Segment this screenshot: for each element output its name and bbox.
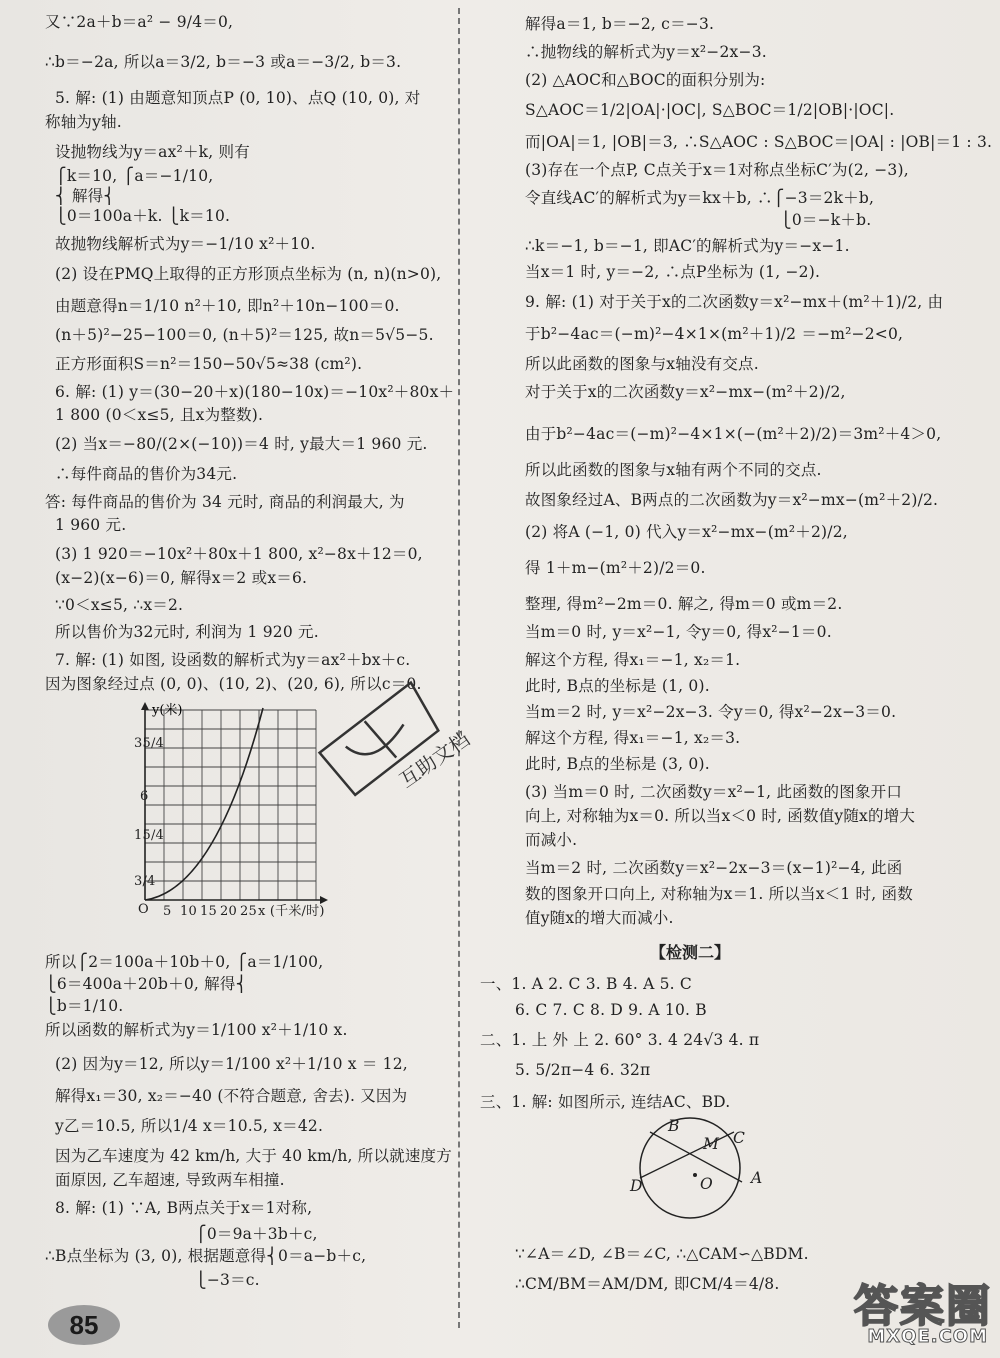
- text-line: ⎩−3＝c.: [195, 1271, 260, 1289]
- stamp-text: 互助文档: [394, 726, 475, 793]
- text-line: (2) 将A (−1, 0) 代入y＝x²−mx−(m²＋2)/2,: [525, 523, 848, 541]
- point-label-d: D: [630, 1177, 643, 1195]
- text-line: 此时, B点的坐标是 (1, 0).: [525, 677, 710, 695]
- text-line: 因为乙车速度为 42 km/h, 大于 40 km/h, 所以就速度方: [55, 1147, 452, 1165]
- text-line: 所以函数的解析式为y＝1/100 x²＋1/10 x.: [45, 1021, 348, 1039]
- y-axis-label: y(米): [152, 703, 183, 718]
- text-line: ∴B点坐标为 (3, 0), 根据题意得⎨0＝a−b＋c,: [45, 1247, 367, 1265]
- text-line: ∴b＝−2a, 所以a＝3/2, b＝−3 或a＝−3/2, b＝3.: [45, 53, 402, 71]
- text-line: 得 1＋m−(m²＋2)/2＝0.: [525, 559, 706, 577]
- page-number-badge: [48, 1305, 120, 1345]
- text-line: 所以此函数的图象与x轴没有交点.: [525, 355, 759, 373]
- text-line: ∴每件商品的售价为34元.: [55, 465, 238, 483]
- text-line: ⎨ 解得⎨: [55, 187, 116, 205]
- x-tick: 10: [180, 904, 197, 919]
- text-line: 二、1. 上 外 上 2. 60° 3. 4 24√3 4. π: [480, 1031, 760, 1049]
- watermark-main: 答案圈: [854, 1281, 992, 1332]
- text-line: 5. 解: (1) 由题意知顶点P (0, 10)、点Q (10, 0), 对: [55, 89, 421, 107]
- text-line: 而减小.: [525, 831, 578, 849]
- watermark: [782, 1270, 992, 1350]
- chord-bd: [640, 1132, 734, 1178]
- text-line: 数的图象开口向上, 对称轴为x＝1. 所以当x＜1 时, 函数: [525, 885, 913, 903]
- text-line: (n＋5)²−25−100＝0, (n＋5)²＝125, 故n＝5√5−5.: [55, 326, 434, 344]
- text-line: ⎧k＝10, ⎧a＝−1/10,: [55, 167, 214, 185]
- x-tick: O: [138, 902, 149, 917]
- text-line: 6. 解: (1) y＝(30−20＋x)(180−10x)＝−10x²＋80x＋: [55, 383, 455, 401]
- x-axis-label: x (千米/时): [258, 904, 325, 919]
- text-line: 解这个方程, 得x₁＝−1, x₂＝3.: [525, 729, 741, 747]
- text-line: 值y随x的增大而减小.: [525, 909, 674, 927]
- text-line: 令直线AC′的解析式为y＝kx＋b, ∴⎧−3＝2k＋b,: [525, 189, 875, 207]
- text-line: (3) 当m＝0 时, 二次函数y＝x²−1, 此函数的图象开口: [525, 783, 903, 801]
- text-line: 所以此函数的图象与x轴有两个不同的交点.: [525, 461, 822, 479]
- text-line: (2) 因为y＝12, 所以y＝1/100 x²＋1/10 x ＝ 12,: [55, 1055, 408, 1073]
- text-line: 解得a＝1, b＝−2, c＝−3.: [525, 15, 715, 33]
- text-line: 一、1. A 2. C 3. B 4. A 5. C: [480, 975, 692, 993]
- circle-figure: [620, 1110, 770, 1220]
- text-line: ⎩0＝−k＋b.: [780, 211, 872, 229]
- text-line: 对于关于x的二次函数y＝x²−mx−(m²＋2)/2,: [525, 383, 846, 401]
- text-line: 向上, 对称轴为x＝0. 所以当x＜0 时, 函数值y随x的增大: [525, 807, 916, 825]
- text-line: 因为图象经过点 (0, 0)、(10, 2)、(20, 6), 所以c＝0.: [45, 675, 422, 693]
- text-line: 由于b²−4ac＝(−m)²−4×1×(−(m²＋2)/2)＝3m²＋4＞0,: [525, 425, 942, 443]
- text-line: 由题意得n＝1/10 n²＋10, 即n²＋10n−100＝0.: [55, 297, 400, 315]
- text-line: 7. 解: (1) 如图, 设函数的解析式为y＝ax²＋bx＋c.: [55, 651, 411, 669]
- section-heading: 【检测二】: [650, 943, 731, 962]
- text-line: 1 800 (0＜x≤5, 且x为整数).: [55, 406, 264, 424]
- text-line: ∵∠A＝∠D, ∠B＝∠C, ∴△CAM∽△BDM.: [515, 1245, 809, 1263]
- text-line: ∵0＜x≤5, ∴x＝2.: [55, 596, 184, 614]
- text-line: ⎩0＝100a＋k. ⎩k＝10.: [55, 207, 231, 225]
- point-label-a: A: [751, 1169, 763, 1187]
- text-line: (3)存在一个点P, C点关于x＝1对称点坐标C′为(2, −3),: [525, 161, 909, 179]
- text-line: 称轴为y轴.: [45, 113, 122, 131]
- y-axis-arrow: [141, 702, 149, 710]
- text-line: 所以⎧2＝100a＋10b＋0, ⎧a＝1/100,: [45, 953, 324, 971]
- text-line: ∴抛物线的解析式为y＝x²−2x−3.: [525, 43, 767, 61]
- text-line: 当m＝0 时, y＝x²−1, 令y＝0, 得x²−1＝0.: [525, 623, 832, 641]
- text-line: 设抛物线为y＝ax²＋k, 则有: [55, 143, 250, 161]
- y-tick: 6: [140, 789, 149, 804]
- text-line: S△AOC＝1/2|OA|·|OC|, S△BOC＝1/2|OB|·|OC|.: [525, 101, 895, 119]
- x-tick: 5: [163, 904, 172, 919]
- text-line: (2) 设在PMQ上取得的正方形顶点坐标为 (n, n)(n>0),: [55, 265, 442, 283]
- text-line: ⎧0＝9a＋3b＋c,: [195, 1225, 318, 1243]
- text-line: 所以售价为32元时, 利润为 1 920 元.: [55, 623, 319, 641]
- text-line: 整理, 得m²−2m＝0. 解之, 得m＝0 或m＝2.: [525, 595, 843, 613]
- text-line: 当x＝1 时, y＝−2, ∴点P坐标为 (1, −2).: [525, 263, 821, 281]
- watermark-url: MXQE.COM: [867, 1326, 988, 1347]
- text-line: (3) 1 920＝−10x²＋80x＋1 800, x²−8x＋12＝0,: [55, 545, 423, 563]
- center-point: [693, 1173, 697, 1177]
- text-line: 故图象经过A、B两点的二次函数为y＝x²−mx−(m²＋2)/2.: [525, 491, 939, 509]
- y-tick: 3/4: [134, 874, 156, 889]
- x-tick: 15: [200, 904, 217, 919]
- page-number: 85: [69, 1309, 99, 1340]
- text-line: 当m＝2 时, 二次函数y＝x²−2x−3＝(x−1)²−4, 此函: [525, 859, 903, 877]
- point-label-b: B: [668, 1117, 680, 1135]
- text-line: y乙＝10.5, 所以1/4 x＝10.5, x＝42.: [55, 1117, 324, 1135]
- text-line: ⎩b＝1/10.: [45, 997, 124, 1015]
- text-line: 1 960 元.: [55, 516, 127, 534]
- text-line: 5. 5/2π−4 6. 32π: [515, 1061, 651, 1079]
- text-line: ∴k＝−1, b＝−1, 即AC′的解析式为y＝−x−1.: [525, 237, 850, 255]
- text-line: 8. 解: (1) ∵A, B两点关于x＝1对称,: [55, 1199, 313, 1217]
- text-line: (x−2)(x−6)＝0, 解得x＝2 或x＝6.: [55, 569, 308, 587]
- text-line: 答: 每件商品的售价为 34 元时, 商品的利润最大, 为: [45, 493, 405, 511]
- text-line: (2) △AOC和△BOC的面积分别为:: [525, 71, 766, 89]
- text-line: 6. C 7. C 8. D 9. A 10. B: [515, 1001, 707, 1019]
- text-line: 此时, B点的坐标是 (3, 0).: [525, 755, 710, 773]
- text-line: 故抛物线解析式为y＝−1/10 x²＋10.: [55, 235, 316, 253]
- text-line: 当m＝2 时, y＝x²−2x−3. 令y＝0, 得x²−2x−3＝0.: [525, 703, 897, 721]
- text-line: 于b²−4ac＝(−m)²−4×1×(m²＋1)/2 ＝−m²−2<0,: [525, 325, 904, 343]
- point-label-o: O: [700, 1175, 713, 1193]
- text-line: ⎩6＝400a＋20b＋0, 解得⎨: [45, 975, 248, 993]
- text-line: (2) 当x＝−80/(2×(−10))＝4 时, y最大＝1 960 元.: [55, 435, 428, 453]
- text-line: 正方形面积S＝n²＝150−50√5≈38 (cm²).: [55, 355, 363, 373]
- text-line: 解这个方程, 得x₁＝−1, x₂＝1.: [525, 651, 741, 669]
- stamp-icon: [290, 640, 490, 840]
- point-label-c: C: [733, 1129, 746, 1147]
- point-label-m: M: [703, 1135, 720, 1153]
- y-tick: 35/4: [134, 736, 164, 751]
- text-line: 三、1. 解: 如图所示, 连结AC、BD.: [480, 1093, 731, 1111]
- text-line: 又∵2a＋b＝a² − 9/4＝0,: [45, 13, 234, 31]
- circle-outline: [640, 1118, 740, 1218]
- x-tick: 25: [240, 904, 257, 919]
- text-line: 而|OA|＝1, |OB|＝3, ∴S△AOC : S△BOC＝|OA| : |OB|＝1 : 3.: [525, 133, 993, 151]
- x-tick: 20: [220, 904, 237, 919]
- text-line: ∴CM/BM＝AM/DM, 即CM/4＝4/8.: [515, 1275, 780, 1293]
- text-line: 9. 解: (1) 对于关于x的二次函数y＝x²−mx＋(m²＋1)/2, 由: [525, 293, 944, 311]
- text-line: 解得x₁＝30, x₂＝−40 (不符合题意, 舍去). 又因为: [55, 1087, 408, 1105]
- y-tick: 15/4: [134, 828, 164, 843]
- text-line: 面原因, 乙车超速, 导致两车相撞.: [55, 1171, 285, 1189]
